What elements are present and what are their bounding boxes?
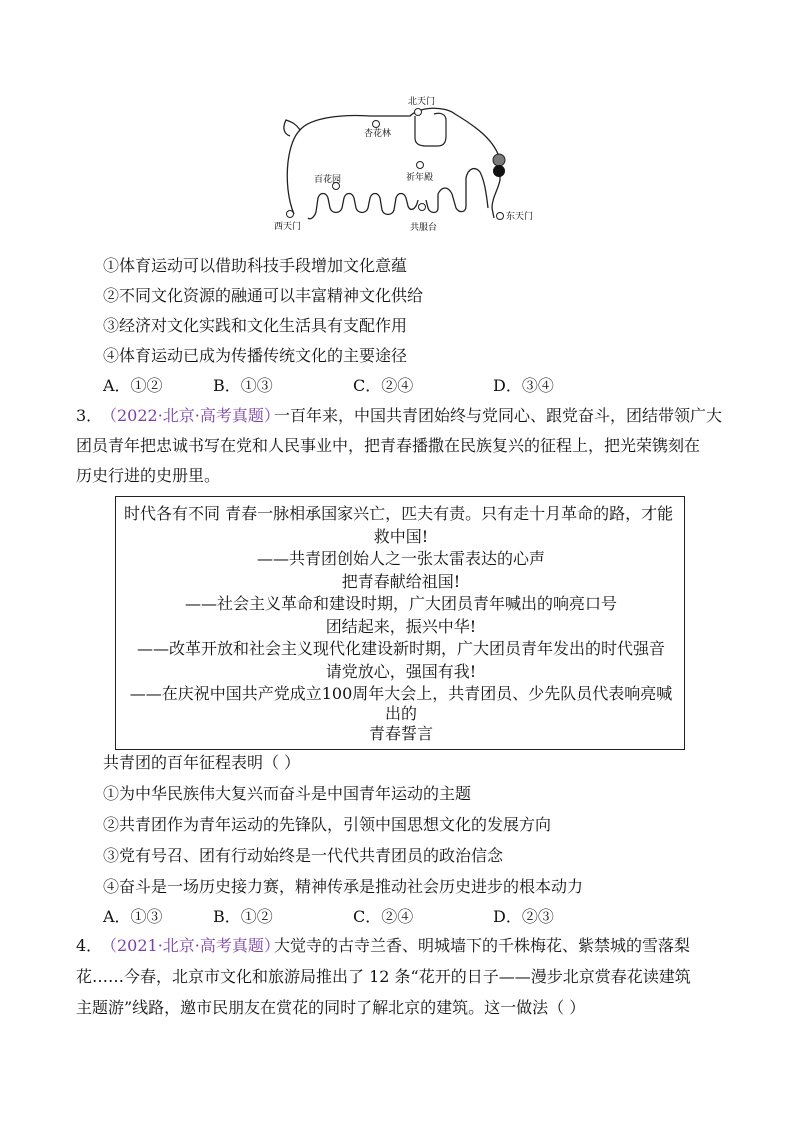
q2-statement-1: ①体育运动可以借助科技手段增加文化意蕴 (103, 256, 408, 275)
quote-line: 出的 (384, 704, 417, 723)
q3-statement-2: ②共青团作为青年运动的先锋队，引领中国思想文化的发展方向 (103, 815, 552, 834)
q3-statement-3: ③党有号召、团有行动始终是一代代共青团员的政治信念 (103, 846, 504, 865)
map-inner-loop (415, 113, 446, 146)
q3-question: 共青团的百年征程表明（ ） (103, 753, 301, 772)
quote-box (115, 496, 685, 750)
map-route-outline (284, 108, 500, 219)
map-label-west-gate: 西天门 (274, 222, 302, 232)
map-label-gongfu: 共服台 (410, 223, 438, 233)
q3-statement-1: ①为中华民族伟大复兴而奋斗是中国青年运动的主题 (103, 784, 472, 803)
q4-stem-line-3: 主题游”线路，邀市民朋友在赏花的同时了解北京的建筑。这一做法（ ） (76, 998, 586, 1017)
map-marker-black (493, 165, 505, 177)
quote-line: ——社会主义革命和建设时期，广大团员青年喊出的响亮口号 (184, 594, 617, 613)
quote-line: ——在庆祝中国共产党成立100周年大会上，共青团员、少先队员代表响亮喊 (129, 684, 673, 703)
quote-line: 团结起来，振兴中华! (325, 617, 477, 636)
map-label-apricot-grove: 杏花林 (364, 129, 392, 139)
q2-statement-2: ②不同文化资源的融通可以丰富精神文化供给 (103, 286, 424, 305)
map-marker-grey (493, 154, 505, 166)
q4-source: （2021·北京·高考真题） (101, 936, 280, 955)
q3-options (103, 906, 703, 928)
q2-statement-4: ④体育运动已成为传播传统文化的主要途径 (103, 346, 408, 365)
q3-source: （2022·北京·高考真题） (101, 406, 280, 425)
q2-option-b[interactable]: B．①③ (213, 376, 273, 395)
map-node-west-gate (287, 211, 294, 218)
quote-line: ——共青团创始人之一张太雷表达的心声 (256, 549, 545, 568)
q3-stem-line-2: 团员青年把忠诚书写在党和人民事业中，把青春播撒在民族复兴的征程上，把光荣镌刻在 (76, 436, 701, 455)
map-node-hall-of-prayer (417, 162, 424, 169)
map-node-apricot-grove (373, 121, 380, 128)
q2-option-c[interactable]: C．②④ (353, 376, 414, 395)
q3-option-b[interactable]: B．①② (213, 907, 273, 926)
q3-option-c[interactable]: C．②④ (353, 907, 414, 926)
elephant-route-map (270, 90, 534, 235)
q3-stem-line-1: 一百年来，中国共青团始终与党同心、跟党奋斗，团结带领广大 (274, 406, 723, 425)
q2-options (103, 375, 703, 397)
q2-option-d[interactable]: D．③④ (493, 376, 554, 395)
q3-number: 3． (76, 406, 103, 425)
map-node-gongfu (419, 204, 426, 211)
map-node-east-gate (497, 213, 504, 220)
map-label-east-gate: 东天门 (506, 212, 534, 222)
map-label-hundred-flower: 百花园 (314, 175, 342, 185)
q2-statement-3: ③经济对文化实践和文化生活具有支配作用 (103, 316, 408, 335)
quote-line: 时代各有不同 青春一脉相承国家兴亡，匹夫有责。只有走十月革命的路，才能 (124, 504, 674, 523)
q4-stem-line-2: 花……今春，北京市文化和旅游局推出了 12 条“花开的日子——漫步北京赏春花读建筑 (76, 967, 691, 986)
map-label-hall-of-prayer: 祈年殿 (406, 173, 434, 183)
quote-line: ——改革开放和社会主义现代化建设新时期，广大团员青年发出的时代强音 (136, 639, 665, 658)
quote-line: 把青春献给祖国! (341, 572, 461, 591)
q2-option-a[interactable]: A．①② (103, 376, 163, 395)
q4-stem-line-1: 大觉寺的古寺兰香、明城墙下的千株梅花、紫禁城的雪落梨 (274, 936, 691, 955)
map-label-north-gate: 北天门 (408, 97, 436, 107)
q4-number: 4． (76, 936, 103, 955)
quote-line: 请党放心，强国有我! (325, 662, 477, 681)
quote-line: 救中国! (373, 527, 429, 546)
q3-option-a[interactable]: A．①③ (103, 907, 163, 926)
q3-statement-4: ④奋斗是一场历史接力赛，精神传承是推动社会历史进步的根本动力 (103, 877, 584, 896)
map-node-north-gate (415, 109, 422, 116)
q3-stem-line-3: 历史行进的史册里。 (76, 466, 221, 485)
quote-line: 青春誓言 (368, 724, 433, 743)
q3-option-d[interactable]: D．②③ (493, 907, 554, 926)
